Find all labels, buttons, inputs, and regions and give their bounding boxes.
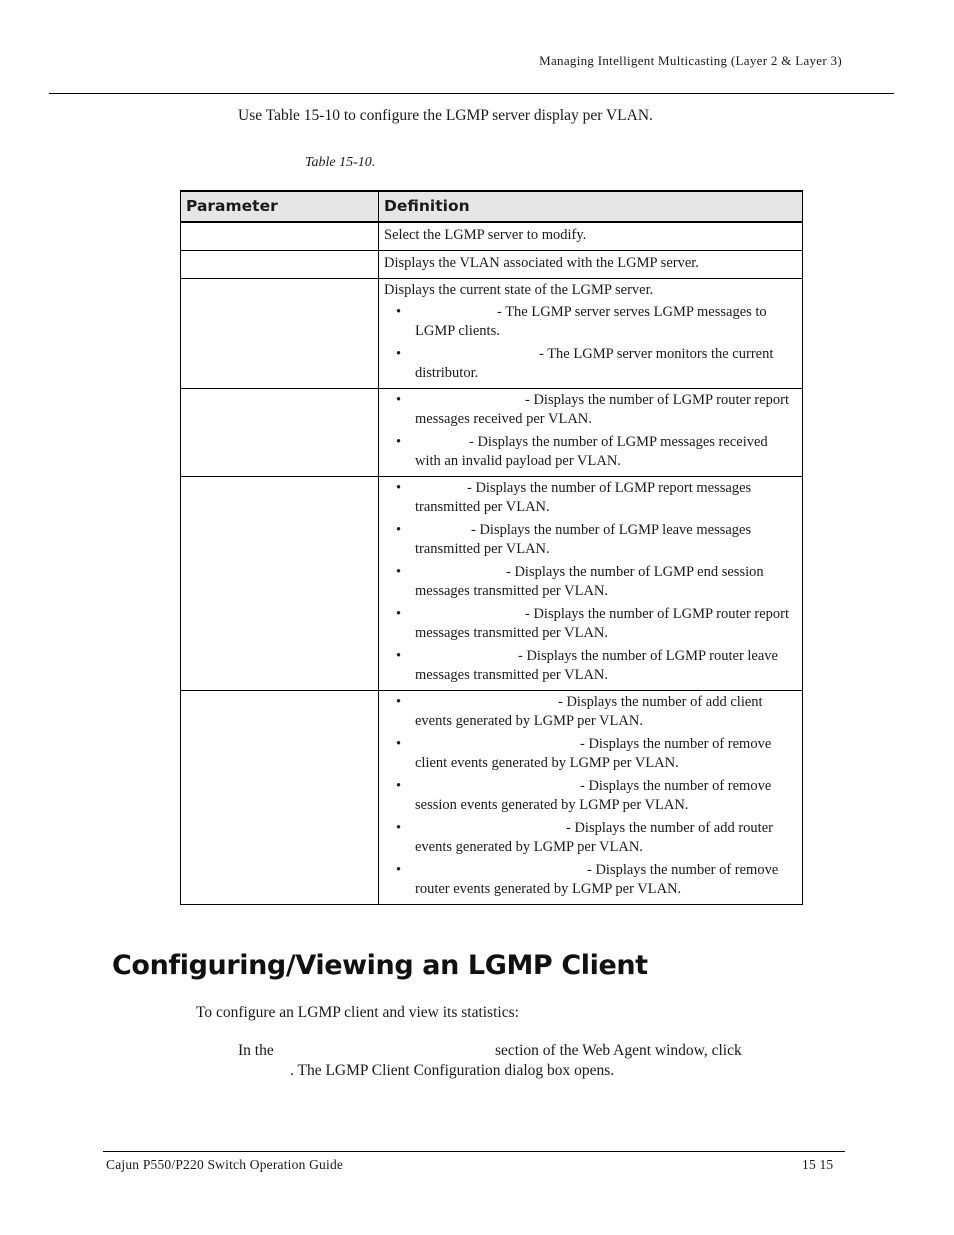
list-item bbox=[384, 433, 794, 471]
bullet-icon: • bbox=[396, 434, 402, 450]
column-header-definition: Definition bbox=[379, 191, 803, 222]
bullet-icon: • bbox=[396, 606, 402, 622]
parameter-cell bbox=[181, 222, 379, 251]
bullet-icon: • bbox=[396, 694, 402, 710]
bullet-text: - Displays the number of remove session events generated by LGMP per VLAN. bbox=[415, 778, 772, 813]
definition-cell bbox=[379, 251, 803, 279]
header-divider bbox=[49, 93, 894, 94]
bullet-icon: • bbox=[396, 392, 402, 408]
bullet-text: - Displays the number of LGMP router leave messages transmitted per VLAN. bbox=[415, 648, 778, 683]
table-row bbox=[181, 251, 803, 279]
bullet-text: - Displays the number of LGMP report messages transmitted per VLAN. bbox=[415, 480, 752, 515]
parameter-cell bbox=[181, 279, 379, 389]
bullet-text: - Displays the number of add router events generated by LGMP per VLAN. bbox=[415, 820, 773, 855]
bullet-text: - Displays the number of remove client events generated by LGMP per VLAN. bbox=[415, 736, 772, 771]
definition-cell bbox=[379, 477, 803, 691]
definition-text: Select the LGMP server to modify. bbox=[384, 227, 587, 243]
bullet-icon: • bbox=[396, 564, 402, 580]
bullet-text: - Displays the number of LGMP router report messages received per VLAN. bbox=[415, 392, 790, 427]
table-caption: Table 15-10. bbox=[305, 155, 376, 170]
definition-text: Displays the current state of the LGMP server. bbox=[384, 282, 654, 298]
list-item bbox=[384, 563, 794, 601]
table-row bbox=[181, 477, 803, 691]
bullet-text: - Displays the number of add client events generated by LGMP per VLAN. bbox=[415, 694, 763, 729]
definition-bullet-list bbox=[384, 303, 794, 383]
step-text-in-the: In the bbox=[238, 1042, 274, 1059]
definition-bullet-list bbox=[384, 479, 794, 685]
definition-bullet-list bbox=[384, 693, 794, 899]
parameter-cell bbox=[181, 477, 379, 691]
bullet-icon: • bbox=[396, 304, 402, 320]
list-item bbox=[384, 819, 794, 857]
table-row bbox=[181, 279, 803, 389]
parameter-cell bbox=[181, 389, 379, 477]
section-intro: To configure an LGMP client and view its statistics: bbox=[196, 1004, 519, 1021]
list-item bbox=[384, 777, 794, 815]
definition-cell bbox=[379, 279, 803, 389]
list-item bbox=[384, 647, 794, 685]
definition-bullet-list bbox=[384, 391, 794, 471]
parameter-cell bbox=[181, 691, 379, 905]
table-row bbox=[181, 389, 803, 477]
definition-cell bbox=[379, 389, 803, 477]
bullet-text: - Displays the number of LGMP router report messages transmitted per VLAN. bbox=[415, 606, 790, 641]
bullet-text: - The LGMP server monitors the current distributor. bbox=[415, 346, 774, 381]
bullet-icon: • bbox=[396, 820, 402, 836]
bullet-icon: • bbox=[396, 648, 402, 664]
list-item bbox=[384, 861, 794, 899]
bullet-text: - The LGMP server serves LGMP messages to LGMP clients. bbox=[415, 304, 767, 339]
list-item bbox=[384, 303, 794, 341]
bullet-text: - Displays the number of LGMP end session messages transmitted per VLAN. bbox=[415, 564, 764, 599]
bullet-icon: • bbox=[396, 736, 402, 752]
section-heading: Configuring/Viewing an LGMP Client bbox=[112, 950, 648, 981]
list-item bbox=[384, 345, 794, 383]
list-item bbox=[384, 735, 794, 773]
list-item bbox=[384, 521, 794, 559]
page-number: 15 15 bbox=[802, 1157, 834, 1172]
running-header: Managing Intelligent Multicasting (Layer 2 & Layer 3) bbox=[539, 53, 842, 68]
table-row bbox=[181, 691, 803, 905]
bullet-icon: • bbox=[396, 480, 402, 496]
list-item bbox=[384, 693, 794, 731]
list-item bbox=[384, 605, 794, 643]
bullet-text: - Displays the number of remove router events generated by LGMP per VLAN. bbox=[415, 862, 779, 897]
bullet-icon: • bbox=[396, 778, 402, 794]
definition-cell bbox=[379, 222, 803, 251]
footer-divider bbox=[103, 1151, 845, 1152]
parameter-cell bbox=[181, 251, 379, 279]
intro-paragraph: Use Table 15-10 to configure the LGMP server display per VLAN. bbox=[238, 107, 653, 124]
bullet-icon: • bbox=[396, 522, 402, 538]
table-header-row bbox=[181, 191, 803, 222]
list-item bbox=[384, 391, 794, 429]
definition-text: Displays the VLAN associated with the LGMP server. bbox=[384, 255, 699, 271]
bullet-text: - Displays the number of LGMP leave messages transmitted per VLAN. bbox=[415, 522, 752, 557]
column-header-parameter: Parameter bbox=[181, 191, 379, 222]
table-row bbox=[181, 222, 803, 251]
bullet-icon: • bbox=[396, 862, 402, 878]
bullet-icon: • bbox=[396, 346, 402, 362]
footer-guide-title: Cajun P550/P220 Switch Operation Guide bbox=[106, 1157, 344, 1172]
list-item bbox=[384, 479, 794, 517]
lgmp-server-parameter-table bbox=[180, 190, 803, 905]
step-text-dialog-opens: . The LGMP Client Configuration dialog box opens. bbox=[290, 1062, 615, 1079]
step-text-section: section of the Web Agent window, click bbox=[495, 1042, 742, 1059]
definition-cell bbox=[379, 691, 803, 905]
bullet-text: - Displays the number of LGMP messages received with an invalid payload per VLAN. bbox=[415, 434, 768, 469]
